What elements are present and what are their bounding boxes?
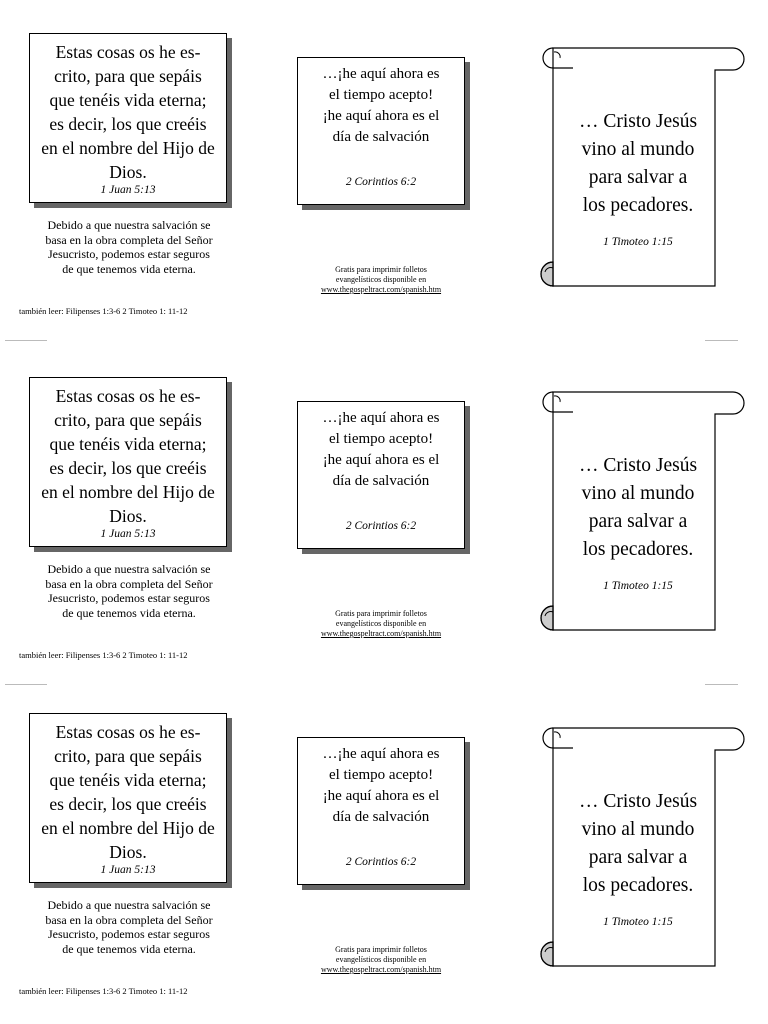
also-read-note: también leer: Filipenses 1:3-6 2 Timoteo 1: 11-12 (19, 306, 188, 316)
verse-box-1-juan (29, 33, 227, 203)
verse-1-timoteo-text: … Cristo Jesús vino al mundo para salvar a los pecadores. (578, 791, 698, 896)
verse-2-corintios-reference: 2 Corintios 6:2 (345, 520, 417, 532)
verse-1-timoteo-reference: 1 Timoteo 1:15 (603, 916, 673, 928)
also-read-note: también leer: Filipenses 1:3-6 2 Timoteo 1: 11-12 (19, 650, 188, 660)
gospeltract-url-link[interactable]: www.thegospeltract.com/spanish.htm (320, 965, 442, 974)
tract-row-1 (0, 0, 768, 340)
verse-1-timoteo-reference: 1 Timoteo 1:15 (603, 580, 673, 592)
verse-1-juan-reference: 1 Juan 5:13 (100, 184, 156, 196)
free-print-note: Gratis para imprimir folletos evangelísticos disponible en www.thegospeltract.com/spanish.htm (295, 609, 467, 639)
gospeltract-url-link[interactable]: www.thegospeltract.com/spanish.htm (320, 629, 442, 638)
verse-1-timoteo-text: … Cristo Jesús vino al mundo para salvar a los pecadores. (578, 111, 698, 216)
verse-box-2-corintios (297, 401, 465, 549)
verse-box-2-corintios (297, 737, 465, 885)
verse-1-juan-text: Estas cosas os he es- crito, para que sepáis que tenéis vida eterna; es decir, los que creéis en el nombre del Hijo de Dios. (41, 722, 215, 862)
verse-2-corintios-text: …¡he aquí ahora es el tiempo acepto! ¡he aquí ahora es el día de salvación (322, 66, 440, 145)
verse-1-timoteo-text: … Cristo Jesús vino al mundo para salvar a los pecadores. (578, 455, 698, 560)
verse-1-timoteo-reference: 1 Timoteo 1:15 (603, 236, 673, 248)
verse-box-1-juan (29, 377, 227, 547)
verse-2-corintios-text: …¡he aquí ahora es el tiempo acepto! ¡he aquí ahora es el día de salvación (322, 410, 440, 489)
verse-box-1-juan (29, 713, 227, 883)
free-print-note: Gratis para imprimir folletos evangelísticos disponible en www.thegospeltract.com/spanish.htm (295, 945, 467, 975)
verse-2-corintios-reference: 2 Corintios 6:2 (345, 856, 417, 868)
verse-2-corintios-text: …¡he aquí ahora es el tiempo acepto! ¡he aquí ahora es el día de salvación (322, 746, 440, 825)
cut-mark-left (5, 340, 47, 341)
tract-row-2 (0, 344, 768, 684)
verse-1-juan-text: Estas cosas os he es- crito, para que sepáis que tenéis vida eterna; es decir, los que creéis en el nombre del Hijo de Dios. (41, 386, 215, 526)
tract-row-3 (0, 680, 768, 1020)
verse-1-juan-text: Estas cosas os he es- crito, para que sepáis que tenéis vida eterna; es decir, los que creéis en el nombre del Hijo de Dios. (41, 42, 215, 182)
salvation-description: Debido a que nuestra salvación se basa en la obra completa del Señor Jesucristo, podemos estar seguros de que tenemos vida eterna. (45, 562, 213, 620)
verse-2-corintios-reference: 2 Corintios 6:2 (345, 176, 417, 188)
verse-1-juan-reference: 1 Juan 5:13 (100, 864, 156, 876)
verse-box-2-corintios (297, 57, 465, 205)
cut-mark-right (705, 340, 738, 341)
verse-1-juan-reference: 1 Juan 5:13 (100, 528, 156, 540)
also-read-note: también leer: Filipenses 1:3-6 2 Timoteo 1: 11-12 (19, 986, 188, 996)
salvation-description: Debido a que nuestra salvación se basa en la obra completa del Señor Jesucristo, podemos estar seguros de que tenemos vida eterna. (45, 898, 213, 956)
salvation-description: Debido a que nuestra salvación se basa en la obra completa del Señor Jesucristo, podemos estar seguros de que tenemos vida eterna. (45, 218, 213, 276)
gospeltract-url-link[interactable]: www.thegospeltract.com/spanish.htm (320, 285, 442, 294)
free-print-note: Gratis para imprimir folletos evangelísticos disponible en www.thegospeltract.com/spanish.htm (295, 265, 467, 295)
